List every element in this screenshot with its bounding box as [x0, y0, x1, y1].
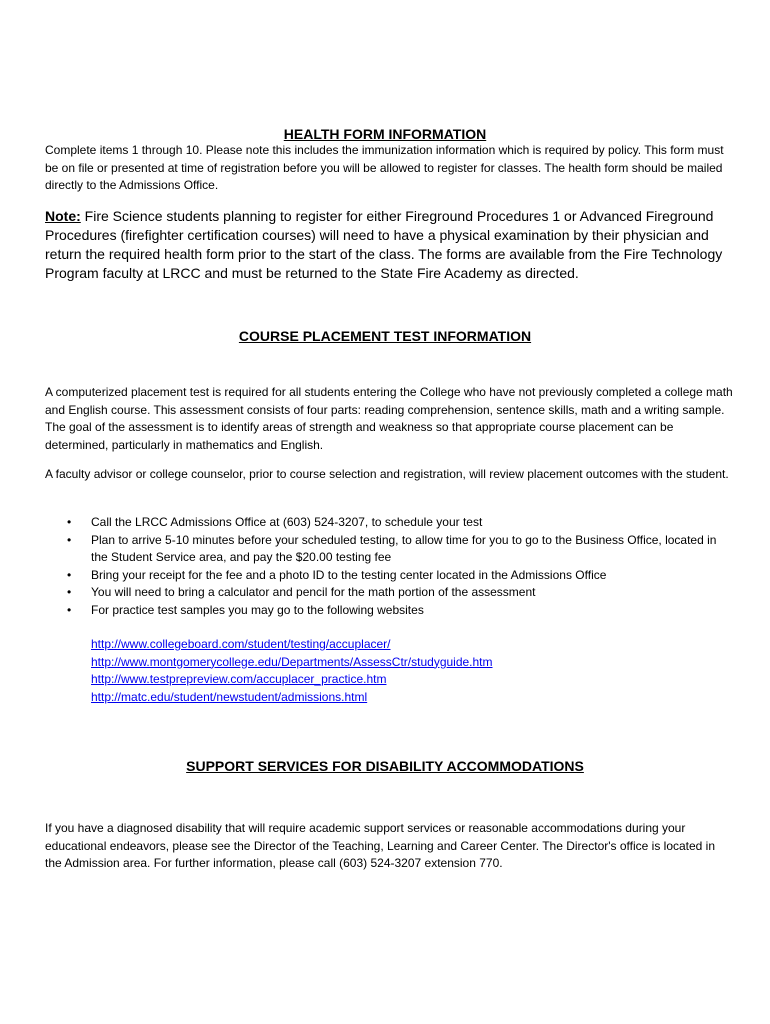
bullet-icon: • — [67, 602, 72, 617]
health-form-intro: Complete items 1 through 10. Please note this includes the immunization information which is required by policy. This form must be on file or presented at time of registration before you will be allowed to register for classes. The health form should be mailed directly to the Admissions Office. — [45, 143, 724, 192]
link-collegeboard[interactable]: http://www.collegeboard.com/student/testing/accuplacer/ — [91, 637, 391, 651]
list-item: • You will need to bring a calculator and pencil for the math portion of the assessment — [45, 584, 735, 602]
link-montgomerycollege[interactable]: http://www.montgomerycollege.edu/Departments/AssessCtr/studyguide.htm — [91, 654, 493, 669]
link-testprepreview[interactable]: http://www.testprepreview.com/accuplacer_practice.htm — [91, 672, 387, 686]
note-label: Note: — [45, 208, 81, 224]
disability-para: If you have a diagnosed disability that will require academic support services or reasonable accommodations during your educational endeavors, please see the Director of the Teaching, Learning and Career Center. The Director's office is located in the Admission area. For further information, please call (603) 524-3207 extension 770. — [45, 821, 716, 870]
practice-links — [91, 636, 493, 706]
placement-para-1: A computerized placement test is required for all students entering the College who have not previously completed a college math and English course. This assessment consists of four parts: reading comprehension, sentence skills, math and a writing sample. The goal of the assessment is to identify areas of strength and weakness so that appropriate course placement can be determined, particularly in mathematics and English. — [45, 385, 733, 452]
bullet-icon: • — [67, 515, 72, 529]
list-item: • Bring your receipt for the fee and a photo ID to the testing center located in the Admissions Office — [45, 567, 735, 585]
disability-heading: SUPPORT SERVICES FOR DISABILITY ACCOMMODATIONS — [186, 758, 584, 774]
fire-science-note — [45, 207, 735, 283]
list-item: • Plan to arrive 5-10 minutes before your scheduled testing, to allow time for you to go to the Business Office, located in the Student Service area, and pay the $20.00 testing fee — [67, 532, 717, 564]
list-item: • Call the LRCC Admissions Office at (603) 524-3207, to schedule your test — [45, 514, 735, 532]
bullet-icon: • — [67, 567, 72, 582]
bullet-icon: • — [67, 532, 72, 547]
link-matc[interactable]: http://matc.edu/student/newstudent/admissions.html — [91, 689, 368, 704]
placement-para-2: A faculty advisor or college counselor, prior to course selection and registration, will review placement outcomes with the student. — [45, 467, 729, 481]
list-item: • For practice test samples you may go to the following websites — [45, 602, 735, 620]
bullet-icon: • — [67, 585, 72, 599]
placement-test-heading: COURSE PLACEMENT TEST INFORMATION — [238, 328, 532, 344]
health-form-heading: HEALTH FORM INFORMATION — [283, 126, 487, 142]
note-text: Fire Science students planning to register for either Fireground Procedures 1 or Advanced Fireground Procedures (firefighter certification courses) will need to have a physical examination by their physician and return the required health form prior to the start of the class. The forms are available from the Fire Technology Program faculty at LRCC and must be returned to the State Fire Academy as directed. — [45, 208, 723, 281]
placement-bullet-list — [45, 514, 735, 619]
